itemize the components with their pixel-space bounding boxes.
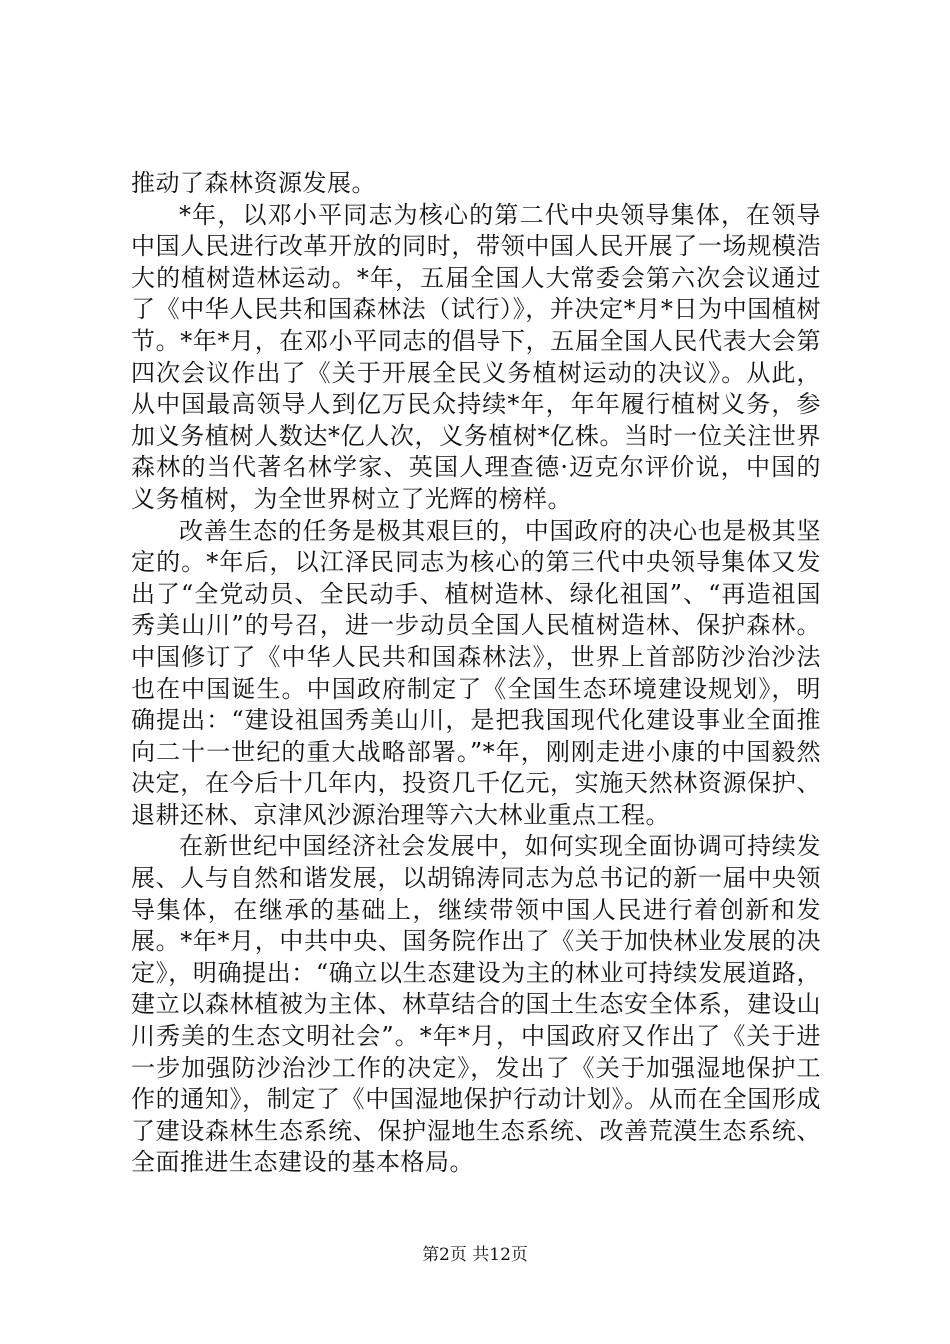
paragraph-deng-xiaoping: *年，以邓小平同志为核心的第二代中央领导集体，在领导中国人民进行改革开放的同时，带领中国人民开展了一场规模浩大的植树造林运动。*年，五届全国人大常委会第六次会议通过了《中华人民共和国森林法（试行）》，并决定*月*日为中国植树节。*年*月，在邓小平同志的倡导下，五届全国人民代表大会第四次会议作出了《关于开展全民义务植树运动的决议》。从此，从中国最高领导人到亿万民众持续*年，年年履行植树义务，参加义务植树人数达*亿人次，义务植树*亿株。当时一位关注世界森林的当代著名林学家、英国人理查德·迈克尔评价说，中国的义务植树，为全世界树立了光辉的榜样。 <box>131 200 821 513</box>
paragraph-jiang-zemin: 改善生态的任务是极其艰巨的，中国政府的决心也是极其坚定的。*年后，以江泽民同志为核心的第三代中央领导集体又发出了“全党动员、全民动手、植树造林、绿化祖国”、“再造祖国秀美山川”的号召，进一步动员全国人民植树造林、保护森林。中国修订了《中华人民共和国森林法》，世界上首部防沙治沙法也在中国诞生。中国政府制定了《全国生态环境建设规划》，明确提出：“建设祖国秀美山川，是把我国现代化建设事业全面推向二十一世纪的重大战略部署。”*年，刚刚走进小康的中国毅然决定，在今后十几年内，投资几千亿元，实施天然林资源保护、退耕还林、京津风沙源治理等六大林业重点工程。 <box>131 516 821 829</box>
document-body <box>131 168 821 1179</box>
page-number: 第2页 共12页 <box>422 1245 528 1265</box>
page-footer <box>0 1240 950 1265</box>
paragraph-continuation: 推动了森林资源发展。 <box>131 169 376 197</box>
paragraph-hu-jintao: 在新世纪中国经济社会发展中，如何实现全面协调可持续发展、人与自然和谐发展，以胡锦涛同志为总书记的新一届中央领导集体，在继承的基础上，继续带领中国人民进行着创新和发展。*年*月，中共中央、国务院作出了《关于加快林业发展的决定》，明确提出：“确立以生态建设为主的林业可持续发展道路，建立以森林植被为主体、林草结合的国土生态安全体系，建设山川秀美的生态文明社会”。*年*月，中国政府又作出了《关于进一步加强防沙治沙工作的决定》，发出了《关于加强湿地保护工作的通知》，制定了《中国湿地保护行动计划》。从而在全国形成了建设森林生态系统、保护湿地生态系统、改善荒漠生态系统、全面推进生态建设的基本格局。 <box>131 832 821 1177</box>
